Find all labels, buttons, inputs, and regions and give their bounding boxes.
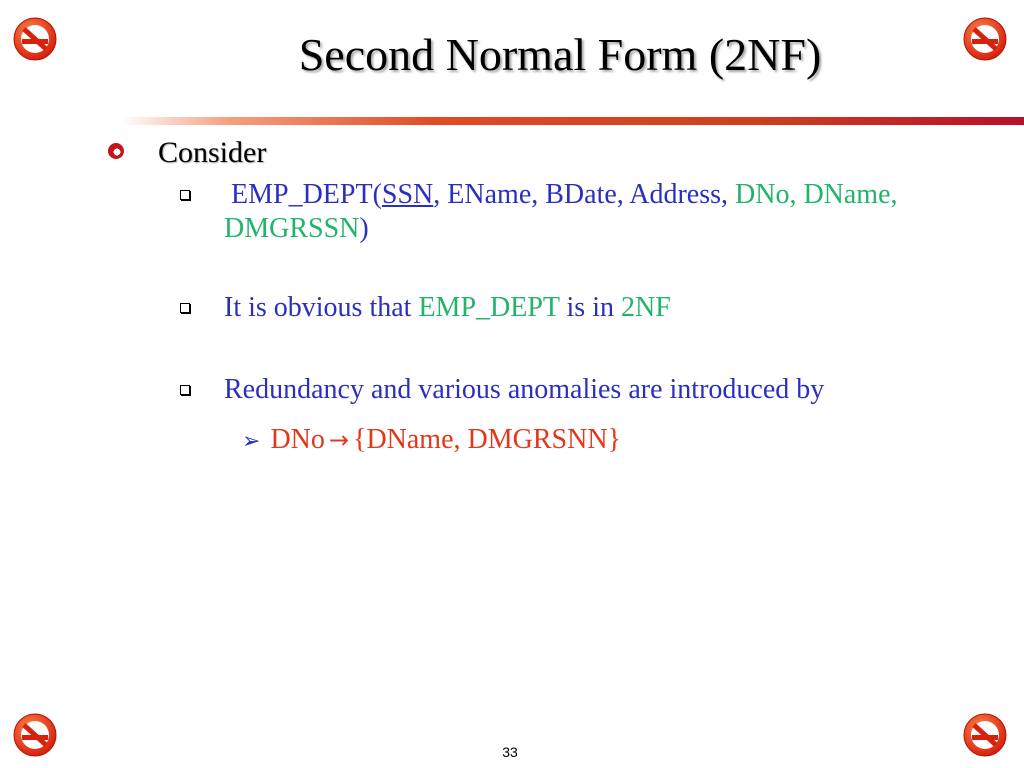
claim-normal-form: 2NF (621, 292, 671, 323)
slide-title: Second Normal Form (2NF) (298, 29, 822, 80)
arrowhead-bullet-icon: ➢ (242, 429, 261, 454)
dependency-rhs: {DName, DMGRSNN} (353, 424, 621, 455)
no-smoking-icon (962, 16, 1008, 62)
right-arrow-icon: → (328, 426, 349, 454)
page-number: 33 (502, 744, 518, 760)
schema-prefix: EMP_DEPT( (231, 179, 382, 210)
schema-primary-key: SSN (381, 179, 434, 210)
bullet-redundancy (180, 373, 960, 407)
no-smoking-icon (12, 16, 58, 62)
2nf-claim-text (224, 291, 960, 325)
schema-suffix: ) (359, 213, 369, 244)
dependency-lhs: DNo (270, 424, 325, 455)
bullet-circle-icon (108, 143, 124, 159)
schema-dept-attributes: DNo, DName, DMGRSSN (224, 179, 898, 244)
bullet-emp-dept-schema (180, 178, 960, 246)
redundancy-text: Redundancy and various anomalies are introduced by (224, 374, 825, 405)
no-smoking-icon (12, 712, 58, 758)
bullet-consider-label: Consider (158, 136, 267, 169)
bullet-square-icon (180, 303, 190, 313)
emp-dept-schema-text (224, 178, 960, 246)
bullet-2nf-claim (180, 291, 960, 325)
claim-relation: EMP_DEPT (418, 292, 560, 323)
title-divider (120, 117, 1024, 125)
bullet-square-icon (180, 385, 190, 395)
claim-prefix: It is obvious that (224, 292, 419, 323)
no-smoking-icon (962, 712, 1008, 758)
claim-middle: is in (559, 292, 621, 323)
functional-dependency (242, 423, 621, 459)
bullet-consider (108, 136, 266, 170)
schema-attributes: , EName, BDate, Address, (433, 179, 735, 210)
bullet-square-icon (180, 190, 190, 200)
